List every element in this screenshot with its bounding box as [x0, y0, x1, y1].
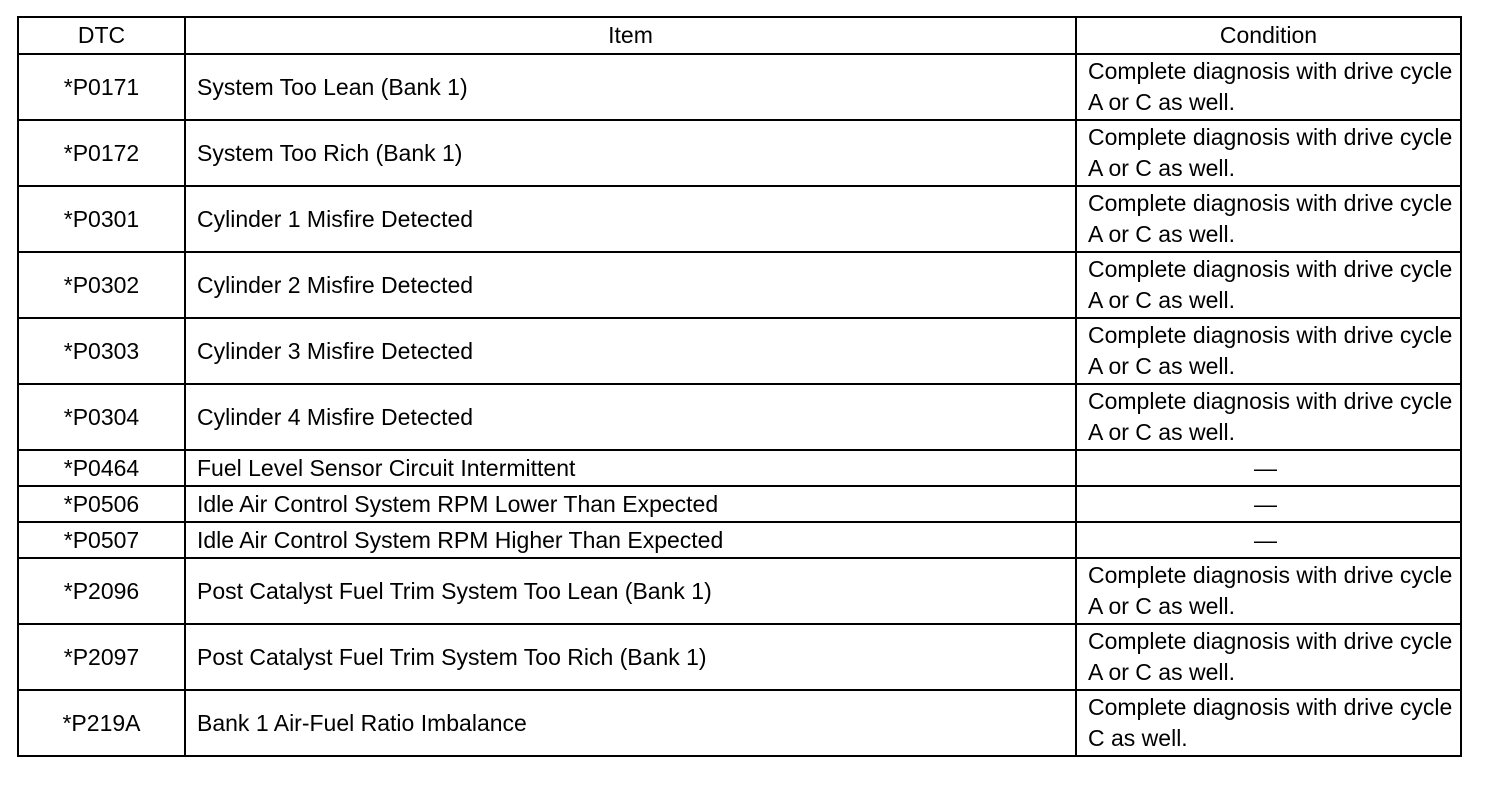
table-row	[18, 120, 1461, 186]
table-row	[18, 252, 1461, 318]
dtc-code: *P0507	[18, 522, 185, 558]
dtc-condition: Complete diagnosis with drive cycle A or C as well.	[1076, 318, 1461, 384]
dtc-condition: —	[1076, 486, 1461, 522]
dtc-item: Cylinder 1 Misfire Detected	[185, 186, 1076, 252]
dtc-item: Fuel Level Sensor Circuit Intermittent	[185, 450, 1076, 486]
dtc-item: Idle Air Control System RPM Higher Than Expected	[185, 522, 1076, 558]
dtc-table	[17, 16, 1462, 757]
dtc-condition: Complete diagnosis with drive cycle A or C as well.	[1076, 120, 1461, 186]
table-row	[18, 318, 1461, 384]
dtc-condition: Complete diagnosis with drive cycle C as well.	[1076, 690, 1461, 756]
dtc-code: *P0302	[18, 252, 185, 318]
header-item: Item	[185, 17, 1076, 54]
dtc-item: Cylinder 3 Misfire Detected	[185, 318, 1076, 384]
dtc-code: *P2096	[18, 558, 185, 624]
dtc-item: Cylinder 4 Misfire Detected	[185, 384, 1076, 450]
table-row	[18, 54, 1461, 120]
table-row	[18, 186, 1461, 252]
dtc-code: *P0172	[18, 120, 185, 186]
dtc-condition: Complete diagnosis with drive cycle A or C as well.	[1076, 624, 1461, 690]
dtc-condition: Complete diagnosis with drive cycle A or C as well.	[1076, 54, 1461, 120]
table-row	[18, 486, 1461, 522]
dtc-item: System Too Lean (Bank 1)	[185, 54, 1076, 120]
dtc-code: *P2097	[18, 624, 185, 690]
dtc-condition: —	[1076, 450, 1461, 486]
dtc-condition: Complete diagnosis with drive cycle A or C as well.	[1076, 252, 1461, 318]
dtc-condition: Complete diagnosis with drive cycle A or C as well.	[1076, 558, 1461, 624]
dtc-code: *P0301	[18, 186, 185, 252]
dtc-item: Bank 1 Air-Fuel Ratio Imbalance	[185, 690, 1076, 756]
dtc-condition: —	[1076, 522, 1461, 558]
table-header-row	[18, 17, 1461, 54]
table-row	[18, 384, 1461, 450]
dtc-code: *P0171	[18, 54, 185, 120]
dtc-code: *P0464	[18, 450, 185, 486]
table-row	[18, 522, 1461, 558]
table-row	[18, 690, 1461, 756]
dtc-code: *P0303	[18, 318, 185, 384]
dtc-item: System Too Rich (Bank 1)	[185, 120, 1076, 186]
dtc-item: Post Catalyst Fuel Trim System Too Lean (Bank 1)	[185, 558, 1076, 624]
dtc-code: *P0304	[18, 384, 185, 450]
dtc-item: Idle Air Control System RPM Lower Than Expected	[185, 486, 1076, 522]
table-row	[18, 624, 1461, 690]
header-condition: Condition	[1076, 17, 1461, 54]
dtc-item: Post Catalyst Fuel Trim System Too Rich (Bank 1)	[185, 624, 1076, 690]
dtc-code: *P0506	[18, 486, 185, 522]
dtc-item: Cylinder 2 Misfire Detected	[185, 252, 1076, 318]
table-row	[18, 558, 1461, 624]
dtc-condition: Complete diagnosis with drive cycle A or C as well.	[1076, 186, 1461, 252]
dtc-code: *P219A	[18, 690, 185, 756]
table-row	[18, 450, 1461, 486]
header-dtc: DTC	[18, 17, 185, 54]
dtc-condition: Complete diagnosis with drive cycle A or C as well.	[1076, 384, 1461, 450]
